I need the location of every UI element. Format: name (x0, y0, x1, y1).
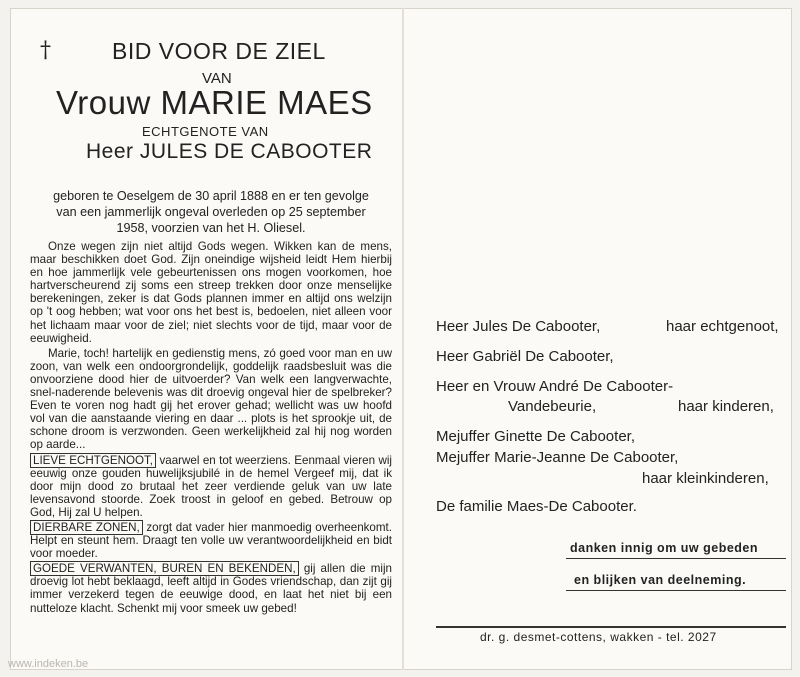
header-title: BID VOOR DE ZIEL (112, 38, 326, 64)
section-text: zorgt dat vader hier manmoedig overheenkomt. Helpt en steunt hem. Draagt ten volle uw verantwoordelijkheid en bidt voor moeder. (30, 520, 392, 561)
family-name: Heer Jules De Cabooter, (436, 318, 601, 335)
paragraph: Marie, toch! hartelijk en gedienstig mens, zó goed voor man en uw zoon, van welk een ondoorgrondelijk, goddelijk raadsbesluit was die onvoorziene dood hier de uitvoerder? Van welk een langverwachte, snel-naderende belevenis was dit droevig ongeval hier de spelbreker? Even te voren nog hadt gij het erover gehad; wellicht was uw hoofd vol van die aanstaande viering en daar ... plots is het sprookje uit, de schone droom is verzwonden. Geen werkelijkheid zal hij nog worden op aarde... (30, 346, 392, 452)
birth-line: geboren te Oeselgem de 30 april 1888 en er ten gevolge (53, 189, 369, 203)
printer-rule (436, 626, 786, 628)
family-name: Heer Gabriël De Cabooter, (436, 348, 614, 365)
section-title: LIEVE ECHTGENOOT, (30, 453, 156, 468)
family-name: Mejuffer Marie-Jeanne De Cabooter, (436, 449, 679, 466)
family-row (436, 428, 635, 445)
thanks-line: en blijken van deelneming. (574, 573, 747, 587)
family-row (436, 348, 614, 365)
birth-line: 1958, voorzien van het H. Oliesel. (116, 221, 306, 235)
family-row (436, 498, 637, 515)
body-text (30, 240, 392, 617)
paragraph (30, 521, 392, 560)
family-row (436, 449, 678, 466)
watermark: www.indeken.be (8, 658, 89, 670)
family-name: Mejuffer Ginette De Cabooter, (436, 428, 635, 445)
family-name-cont: Vandebeurie, (508, 398, 597, 415)
header-van: VAN (202, 70, 232, 87)
family-role: haar echtgenoot, (666, 318, 779, 335)
card-fold (402, 8, 404, 670)
printer-credit: dr. g. desmet-cottens, wakken - tel. 2027 (480, 630, 717, 644)
paragraph (30, 562, 392, 614)
family-name: De familie Maes-De Cabooter. (436, 498, 637, 515)
family-role: haar kleinkinderen, (642, 470, 769, 487)
thanks-underline (566, 558, 786, 559)
thanks-line: danken innig om uw gebeden (570, 541, 759, 555)
cross-icon: † (40, 38, 51, 63)
section-text: gij allen die mijn droevig lot hebt beklaagd, leeft altijd in Godes vriendschap, dan zijt gij immer verzekerd tegen de eeuwige dood, en laat het niet bij een nutteloze klacht. Schenkt mij voor smeek uw gebed! (30, 562, 392, 615)
thanks-underline (566, 590, 786, 591)
paragraph: Onze wegen zijn niet altijd Gods wegen. Wikken kan de mens, maar beschikken doet God. Zijn oneindige wijsheid leidt Hem hierbij en hoe jammerlijk vele gebeurtenissen ons mogen voorkomen, hoe hartverscheurend zij soms een streep trekken door onze menselijke berekeningen, zeker is dat Gods plannen immer en altijd ons welzijn op 't oog hebben; wat voor ons het best is, bedoelen, niet alleen voor het lichaam maar voor de ziel; niet slechts voor de tijd, maar voor de eeuwigheid. (30, 240, 392, 345)
section-title: GOEDE VERWANTEN, BUREN EN BEKENDEN, (30, 561, 299, 576)
family-row (436, 318, 779, 335)
section-title: DIERBARE ZONEN, (30, 520, 143, 535)
section-text: vaarwel en tot weerziens. Eenmaal vieren wij eeuwig onze gouden huwelijksjubilé in de hemel Vergeef mij, dat ik door mijn dood zo brutaal het zeer verdiende geluk van uw late levensavond stoorde. Zoek troost in geloof en gebed. Betrouw op God, Hij zal U helpen. (30, 453, 392, 519)
spouse-name: Heer JULES DE CABOOTER (86, 140, 373, 163)
birth-info (30, 188, 392, 236)
deceased-name: Vrouw MARIE MAES (56, 84, 373, 121)
family-role: haar kinderen, (678, 398, 774, 415)
paragraph (30, 454, 392, 519)
family-name: Heer en Vrouw André De Cabooter- (436, 378, 674, 395)
family-row (436, 378, 673, 395)
header-echtgenote: ECHTGENOTE VAN (142, 124, 269, 139)
birth-line: van een jammerlijk ongeval overleden op 25 september (56, 205, 366, 219)
